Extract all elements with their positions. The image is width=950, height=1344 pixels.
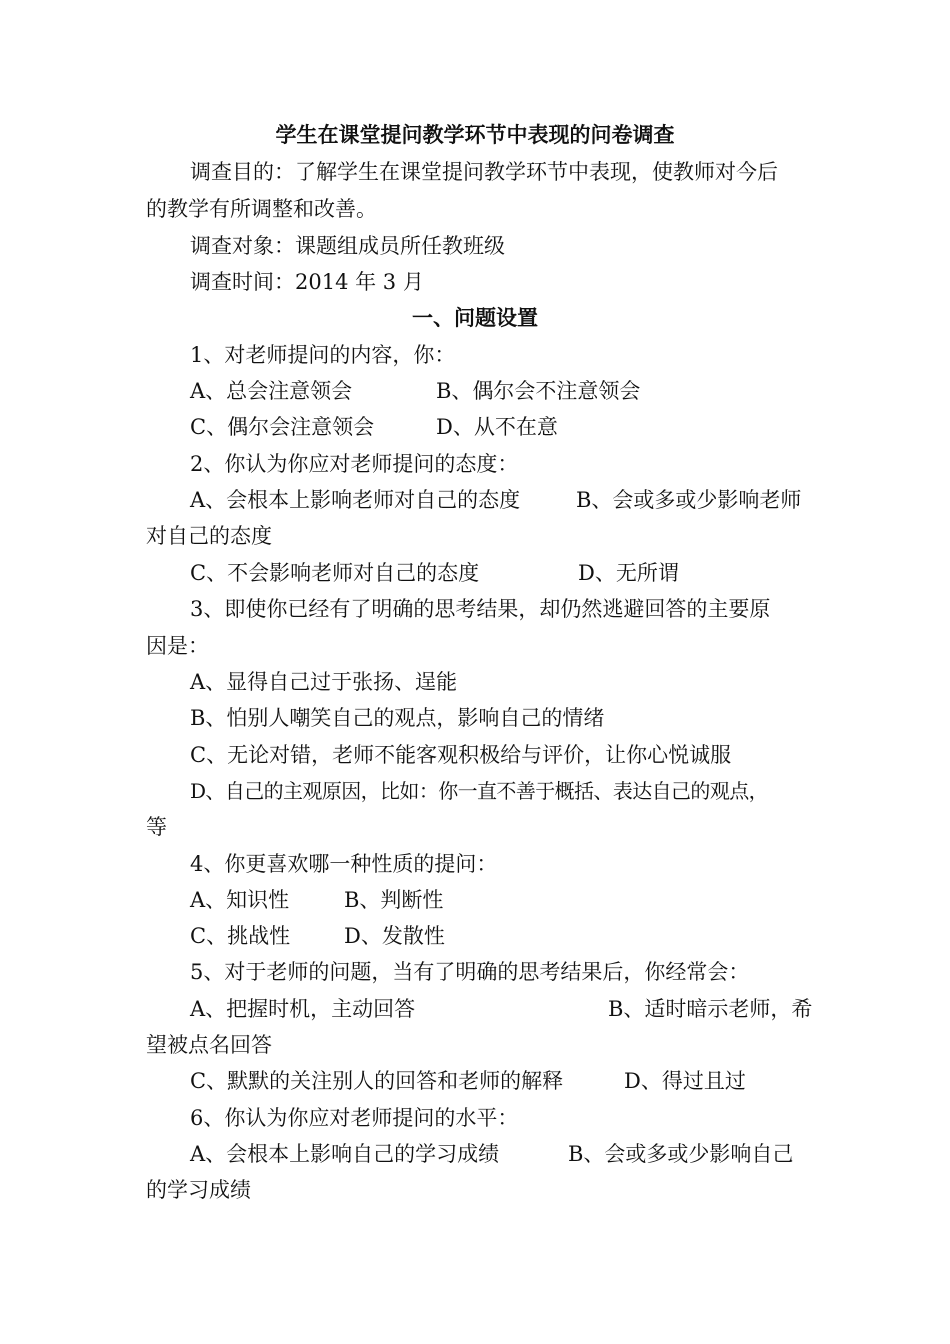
q2-option-c: C、不会影响老师对自己的态度	[190, 561, 480, 585]
q1-option-b: B、偶尔会不注意领会	[436, 379, 641, 403]
q3-option-c: C、无论对错，老师不能客观积极给与评价，让你心悦诚服	[190, 743, 732, 767]
q6-option-b: B、会或多或少影响自己	[568, 1142, 794, 1166]
q3-question-line-2: 因是：	[146, 634, 209, 658]
q4-option-b: B、判断性	[344, 888, 444, 912]
q2-question: 2、你认为你应对老师提问的态度：	[190, 452, 519, 476]
q3-option-d: D、自己的主观原因，比如：你一直不善于概括、表达自己的观点，	[190, 779, 769, 803]
q5-question: 5、对于老师的问题，当有了明确的思考结果后，你经常会：	[190, 960, 750, 984]
section-heading: 一、问题设置	[412, 306, 538, 330]
q6-option-b-continued: 的学习成绩	[146, 1178, 251, 1202]
q4-option-c: C、挑战性	[190, 924, 291, 948]
q5-option-b-continued: 望被点名回答	[146, 1033, 272, 1057]
q6-option-a: A、会根本上影响自己的学习成绩	[190, 1142, 500, 1166]
purpose-line-2: 的教学有所调整和改善。	[146, 197, 377, 221]
q3-option-d-continued: 等	[146, 815, 167, 839]
q2-option-d: D、无所谓	[578, 561, 679, 585]
q6-question: 6、你认为你应对老师提问的水平：	[190, 1106, 519, 1130]
q2-option-a: A、会根本上影响老师对自己的态度	[190, 488, 521, 512]
q2-option-b-continued: 对自己的态度	[146, 524, 272, 548]
survey-target: 调查对象：课题组成员所任教班级	[190, 234, 505, 258]
survey-time: 调查时间：2014 年 3 月	[190, 270, 424, 294]
q1-option-a: A、总会注意领会	[190, 379, 353, 403]
q5-option-c: C、默默的关注别人的回答和老师的解释	[190, 1069, 564, 1093]
q1-option-d: D、从不在意	[436, 415, 558, 439]
q1-question: 1、对老师提问的内容，你：	[190, 343, 456, 367]
q5-option-b: B、适时暗示老师，希	[608, 997, 813, 1021]
q4-option-d: D、发散性	[344, 924, 445, 948]
q2-option-b: B、会或多或少影响老师	[576, 488, 802, 512]
q4-question: 4、你更喜欢哪一种性质的提问：	[190, 852, 498, 876]
q3-option-b: B、怕别人嘲笑自己的观点，影响自己的情绪	[190, 706, 605, 730]
q5-option-d: D、得过且过	[624, 1069, 746, 1093]
q3-question-line-1: 3、即使你已经有了明确的思考结果，却仍然逃避回答的主要原	[190, 597, 771, 621]
q3-option-a: A、显得自己过于张扬、逞能	[190, 670, 458, 694]
document-title: 学生在课堂提问教学环节中表现的问卷调查	[275, 123, 675, 147]
q4-option-a: A、知识性	[190, 888, 290, 912]
q5-option-a: A、把握时机，主动回答	[190, 997, 416, 1021]
purpose-line-1: 调查目的：了解学生在课堂提问教学环节中表现，使教师对今后	[190, 160, 778, 184]
q1-option-c: C、偶尔会注意领会	[190, 415, 375, 439]
